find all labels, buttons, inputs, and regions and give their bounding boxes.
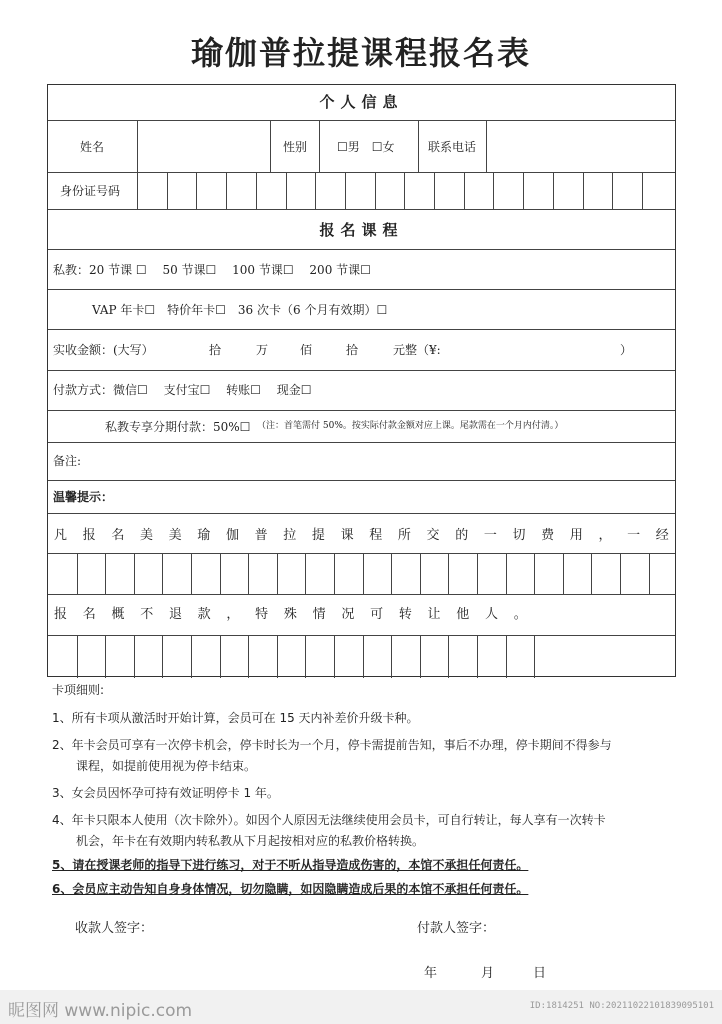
grid-cell-divider xyxy=(77,553,78,594)
remarks-label: 备注: xyxy=(53,454,82,468)
notice-char: 所 xyxy=(397,528,411,543)
grid-cell-divider xyxy=(363,553,364,594)
card-options[interactable]: VAP 年卡☐ 特价年卡☐ 36 次卡（6 个月有效期）☐ xyxy=(92,303,388,317)
id-number-label: 身份证号码 xyxy=(60,184,121,198)
row-divider xyxy=(48,594,675,595)
site-watermark: 昵图网 www.nipic.com xyxy=(8,1001,193,1021)
amount-unit: 拾 xyxy=(346,343,359,357)
grid-cell-divider xyxy=(315,172,316,209)
grid-cell-divider xyxy=(477,635,478,678)
gender-options[interactable]: ☐男 ☐女 xyxy=(337,140,395,154)
row-divider xyxy=(48,635,675,636)
rule-item: 课程，如提前使用视为停卡结束。 xyxy=(52,759,257,773)
grid-cell-divider xyxy=(404,172,405,209)
notice-char: 凡 xyxy=(54,528,68,543)
grid-cell-divider xyxy=(105,553,106,594)
grid-cell-divider xyxy=(134,635,135,678)
name-label: 姓名 xyxy=(80,140,105,154)
receiver-signature-label: 收款人签字： xyxy=(75,921,154,936)
grid-cell-divider xyxy=(305,635,306,678)
rule-item: 1、所有卡项从激活时开始计算，会员可在 15 天内补差价升级卡种。 xyxy=(52,711,419,725)
grid-cell-divider xyxy=(345,172,346,209)
payer-signature-label: 付款人签字： xyxy=(417,921,496,936)
notice-char: 报 xyxy=(54,607,68,622)
notice-char: 程 xyxy=(369,528,383,543)
rule-item: 3、女会员因怀孕可持有效证明停卡 1 年。 xyxy=(52,786,279,800)
amount-close: ） xyxy=(620,343,633,357)
grid-cell-divider xyxy=(196,172,197,209)
notice-char: 一 xyxy=(483,528,497,543)
notice-char: 概 xyxy=(111,607,125,622)
notice-line-2 xyxy=(54,608,527,621)
grid-cell-divider xyxy=(226,172,227,209)
grid-cell-divider xyxy=(477,553,478,594)
section-personal-title: 个人信息 xyxy=(319,93,404,111)
notice-char: 美 xyxy=(139,528,153,543)
rule-item: 机会，年卡在有效期内转私教从下月起按相对应的私教价格转换。 xyxy=(52,834,425,848)
grid-cell-divider xyxy=(523,172,524,209)
grid-cell-divider xyxy=(220,635,221,678)
grid-cell-divider xyxy=(649,553,650,594)
grid-cell-divider xyxy=(248,635,249,678)
row-divider xyxy=(48,553,675,554)
grid-cell-divider xyxy=(77,635,78,678)
grid-cell-divider xyxy=(464,172,465,209)
grid-cell-divider xyxy=(391,553,392,594)
watermark-bar xyxy=(0,990,722,1024)
row-divider xyxy=(48,442,675,443)
notice-char: 经 xyxy=(655,528,669,543)
notice-char: 转 xyxy=(398,607,412,622)
grid-cell-divider xyxy=(448,635,449,678)
notice-line-1 xyxy=(54,529,669,542)
grid-cell-divider xyxy=(334,553,335,594)
grid-cell-divider xyxy=(256,172,257,209)
notice-char: 特 xyxy=(255,607,269,622)
grid-cell-divider xyxy=(286,172,287,209)
row-divider xyxy=(48,370,675,371)
notice-char: 的 xyxy=(455,528,469,543)
phone-label: 联系电话 xyxy=(428,140,477,154)
amount-unit: 万 xyxy=(256,343,269,357)
grid-cell-divider xyxy=(162,553,163,594)
rules-heading: 卡项细则: xyxy=(52,683,105,697)
notice-char: 让 xyxy=(427,607,441,622)
notice-char: 人 xyxy=(485,607,499,622)
row-divider xyxy=(48,329,675,330)
amount-unit: 元整（¥: xyxy=(393,343,441,357)
notice-char: 不 xyxy=(140,607,154,622)
rule-item-important: 5、请在授课老师的指导下进行练习，对于不听从指导造成伤害的，本馆不承担任何责任。 xyxy=(52,858,529,872)
amount-unit: 佰 xyxy=(300,343,313,357)
grid-cell-divider xyxy=(277,553,278,594)
row-divider xyxy=(48,209,675,210)
notice-char: 退 xyxy=(168,607,182,622)
image-id-text: ID:1814251 NO:20211022101839095101 xyxy=(529,1001,714,1011)
notice-char: 用 xyxy=(569,528,583,543)
notice-char: 瑜 xyxy=(197,528,211,543)
grid-cell-divider xyxy=(105,635,106,678)
col-divider xyxy=(137,120,138,172)
grid-cell-divider xyxy=(191,553,192,594)
notice-char: 提 xyxy=(311,528,325,543)
row-divider xyxy=(48,513,675,514)
notice-char: 款 xyxy=(197,607,211,622)
notice-char: 拉 xyxy=(283,528,297,543)
grid-cell-divider xyxy=(191,635,192,678)
grid-cell-divider xyxy=(493,172,494,209)
rule-item: 4、年卡只限本人使用（次卡除外）。如因个人原因无法继续使用会员卡，可自行转让，每人享有一次转卡 xyxy=(52,813,606,827)
grid-cell-divider xyxy=(305,553,306,594)
rule-item: 2、年卡会员可享有一次停卡机会，停卡时长为一个月，停卡需提前告知，事后不办理，停卡期间不得参与 xyxy=(52,738,612,752)
grid-cell-divider xyxy=(534,635,535,678)
row-divider xyxy=(48,120,675,121)
grid-cell-divider xyxy=(642,172,643,209)
grid-cell-divider xyxy=(434,172,435,209)
section-course-title: 报名课程 xyxy=(319,221,404,239)
notice-char: 殊 xyxy=(283,607,297,622)
notice-char: ， xyxy=(226,607,240,622)
row-divider xyxy=(48,249,675,250)
date-day: 日 xyxy=(533,966,547,981)
col-divider xyxy=(270,120,271,172)
date-month: 月 xyxy=(481,966,495,981)
grid-cell-divider xyxy=(334,635,335,678)
gender-label: 性别 xyxy=(283,140,308,154)
registration-form xyxy=(47,84,676,677)
notice-char: 费 xyxy=(541,528,555,543)
row-divider xyxy=(48,289,675,290)
grid-cell-divider xyxy=(220,553,221,594)
notice-char: ， xyxy=(598,528,612,543)
notice-label: 温馨提示： xyxy=(53,490,114,504)
grid-cell-divider xyxy=(506,553,507,594)
grid-cell-divider xyxy=(137,172,138,209)
grid-cell-divider xyxy=(420,553,421,594)
date-year: 年 xyxy=(424,966,438,981)
notice-char: 名 xyxy=(82,607,96,622)
amount-unit: 拾 xyxy=(209,343,222,357)
notice-char: 交 xyxy=(426,528,440,543)
notice-char: 况 xyxy=(341,607,355,622)
grid-cell-divider xyxy=(420,635,421,678)
grid-cell-divider xyxy=(583,172,584,209)
notice-char: 美 xyxy=(168,528,182,543)
grid-cell-divider xyxy=(391,635,392,678)
notice-char: 伽 xyxy=(225,528,239,543)
notice-char: 。 xyxy=(513,607,527,622)
row-divider xyxy=(48,172,675,173)
grid-cell-divider xyxy=(375,172,376,209)
notice-char: 情 xyxy=(312,607,326,622)
grid-cell-divider xyxy=(620,553,621,594)
col-divider xyxy=(486,120,487,172)
payment-method-options[interactable]: 付款方式：微信☐ 支付宝☐ 转账☐ 现金☐ xyxy=(53,383,312,397)
private-lesson-options[interactable]: 私教：20 节课 ☐ 50 节课☐ 100 节课☐ 200 节课☐ xyxy=(53,263,371,277)
grid-cell-divider xyxy=(277,635,278,678)
rule-item-important: 6、会员应主动告知自身身体情况，切勿隐瞒，如因隐瞒造成后果的本馆不承担任何责任。 xyxy=(52,882,529,896)
amount-label: 实收金额：(大写） xyxy=(53,343,154,357)
grid-cell-divider xyxy=(612,172,613,209)
col-divider xyxy=(319,120,320,172)
installment-option[interactable]: 私教专享分期付款：50%☐ xyxy=(105,420,251,434)
grid-cell-divider xyxy=(448,553,449,594)
grid-cell-divider xyxy=(162,635,163,678)
grid-cell-divider xyxy=(167,172,168,209)
notice-char: 普 xyxy=(254,528,268,543)
grid-cell-divider xyxy=(553,172,554,209)
grid-cell-divider xyxy=(534,553,535,594)
grid-cell-divider xyxy=(248,553,249,594)
notice-char: 他 xyxy=(456,607,470,622)
notice-char: 可 xyxy=(370,607,384,622)
grid-cell-divider xyxy=(591,553,592,594)
notice-char: 一 xyxy=(627,528,641,543)
form-title: 瑜伽普拉提课程报名表 xyxy=(190,34,531,72)
notice-char: 课 xyxy=(340,528,354,543)
grid-cell-divider xyxy=(506,635,507,678)
notice-char: 切 xyxy=(512,528,526,543)
notice-char: 名 xyxy=(111,528,125,543)
row-divider xyxy=(48,410,675,411)
grid-cell-divider xyxy=(134,553,135,594)
notice-char: 报 xyxy=(82,528,96,543)
installment-note: （注：首笔需付 50%。按实际付款金额对应上课。尾款需在一个月内付清。） xyxy=(257,421,564,431)
grid-cell-divider xyxy=(363,635,364,678)
grid-cell-divider xyxy=(563,553,564,594)
row-divider xyxy=(48,480,675,481)
col-divider xyxy=(418,120,419,172)
